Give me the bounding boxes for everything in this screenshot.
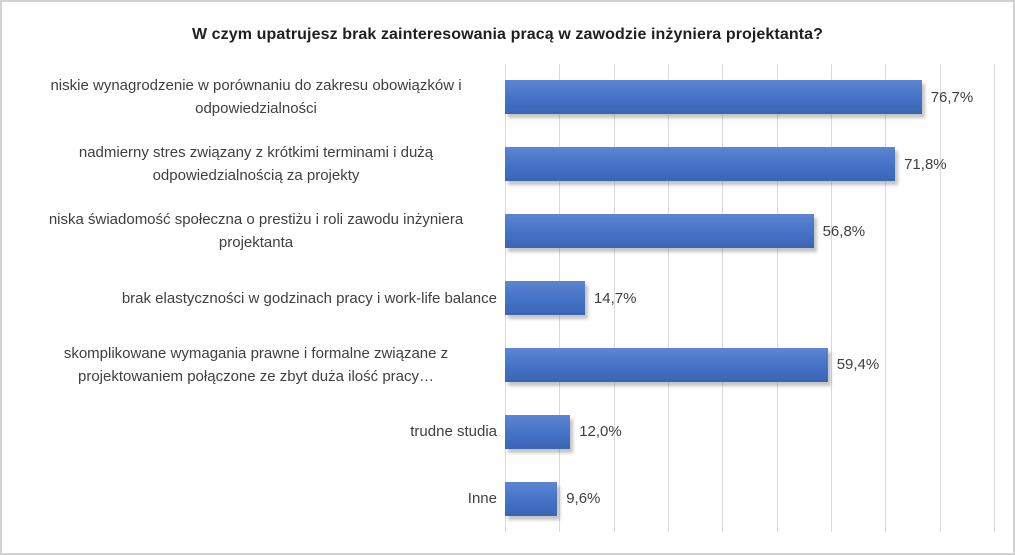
bar-track: [505, 64, 1013, 131]
bar-track: [505, 265, 1013, 332]
category-label: [2, 198, 505, 265]
bar: [505, 80, 922, 114]
bar: [505, 348, 828, 382]
value-label: 14,7%: [593, 289, 637, 307]
bar: [505, 281, 585, 315]
bar-track: [505, 198, 1013, 265]
value-label: 12,0%: [579, 423, 622, 441]
chart-title: W czym upatrujesz brak zainteresowania pracą w zawodzie inżyniera projektanta?: [191, 26, 824, 43]
bar-track: [505, 465, 1013, 532]
category-label: [2, 331, 505, 398]
value-label: 76,7%: [930, 88, 974, 106]
category-label-text: brak elastyczności w godzinach pracy i work-life balance: [121, 289, 497, 307]
category-label: [2, 64, 505, 131]
category-label-text: niska świadomość społeczna o prestiżu i roli zawodu inżyniera projektanta: [48, 211, 464, 252]
bar-track: [505, 331, 1013, 398]
category-label: [2, 265, 505, 332]
category-label-text: skomplikowane wymagania prawne i formalne związane z projektowaniem połączone ze zbyt duża ilość pracy…: [63, 344, 449, 385]
chart-row: [2, 64, 1013, 131]
bar: [505, 214, 814, 248]
category-label: [2, 131, 505, 198]
category-label-text: trudne studia: [410, 423, 497, 441]
chart-row: [2, 131, 1013, 198]
bar: [505, 482, 557, 516]
category-label: [2, 465, 505, 532]
value-label: 71,8%: [904, 155, 947, 173]
value-label: 9,6%: [566, 490, 601, 508]
bar-track: [505, 131, 1013, 198]
chart-row: [2, 331, 1013, 398]
chart-row: [2, 198, 1013, 265]
chart-row: [2, 398, 1013, 465]
value-label: 56,8%: [822, 222, 866, 240]
category-label-text: nadmierny stres związany z krótkimi terminami i dużą odpowiedzialnością za projekty: [78, 144, 434, 185]
plot-area: [2, 64, 1013, 532]
category-label: [2, 398, 505, 465]
category-label-text: Inne: [467, 490, 497, 508]
bar: [505, 147, 895, 181]
chart-row: [2, 465, 1013, 532]
bar-track: [505, 398, 1013, 465]
bar: [505, 415, 570, 449]
chart-row: [2, 265, 1013, 332]
value-label: 59,4%: [836, 356, 880, 374]
category-label-text: niskie wynagrodzenie w porównaniu do zakresu obowiązków i odpowiedzialności: [50, 77, 462, 118]
